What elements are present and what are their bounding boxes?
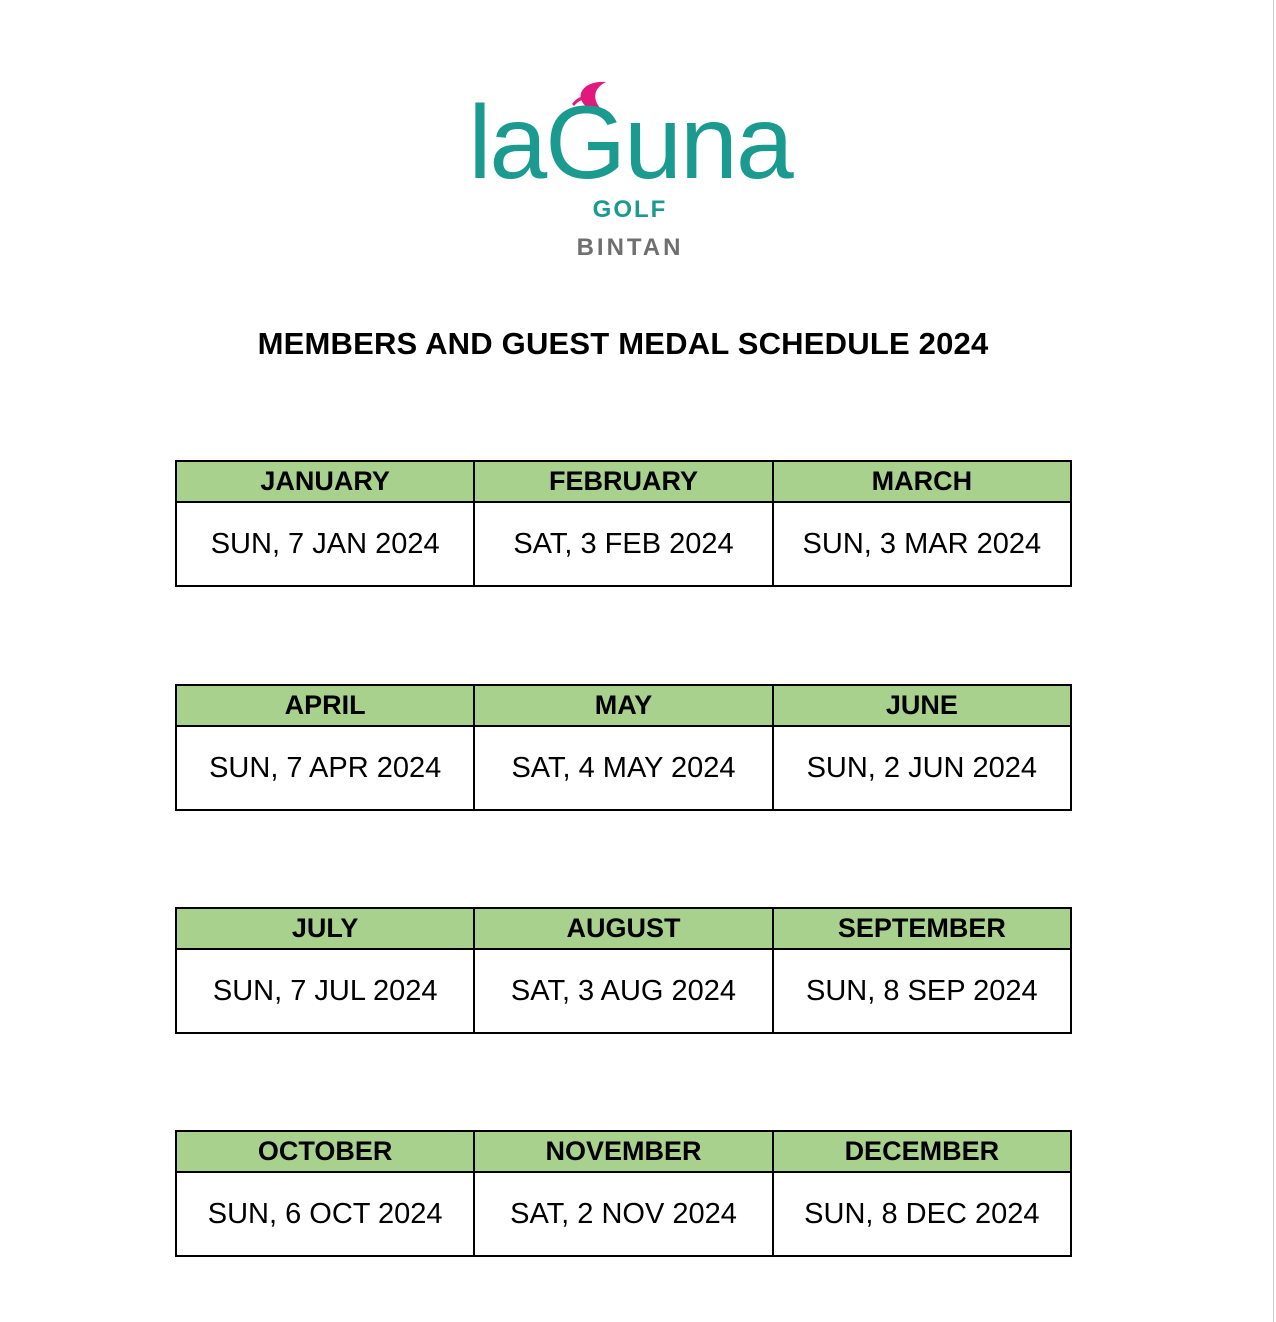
date-row <box>176 502 1071 586</box>
month-header-september: SEPTEMBER <box>773 908 1071 949</box>
month-header-november: NOVEMBER <box>474 1131 772 1172</box>
logo-bintan-text: BINTAN <box>576 234 684 261</box>
medal-date-may: SAT, 4 MAY 2024 <box>474 726 772 810</box>
medal-date-september: SUN, 8 SEP 2024 <box>773 949 1071 1033</box>
medal-date-april: SUN, 7 APR 2024 <box>176 726 474 810</box>
laguna-wordmark-graphic <box>460 78 800 188</box>
logo-golf-text: GOLF <box>592 196 668 223</box>
month-header-january: JANUARY <box>176 461 474 502</box>
date-row <box>176 1172 1071 1256</box>
medal-date-august: SAT, 3 AUG 2024 <box>474 949 772 1033</box>
page-edge-line <box>1273 0 1274 1322</box>
medal-date-december: SUN, 8 DEC 2024 <box>773 1172 1071 1256</box>
medal-date-november: SAT, 2 NOV 2024 <box>474 1172 772 1256</box>
month-header-june: JUNE <box>773 685 1071 726</box>
month-header-row <box>176 1131 1071 1172</box>
date-row <box>176 726 1071 810</box>
month-header-october: OCTOBER <box>176 1131 474 1172</box>
logo-brand-word: laGuna <box>468 85 792 188</box>
month-header-row <box>176 685 1071 726</box>
schedule-table-q4 <box>175 1130 1072 1257</box>
month-header-july: JULY <box>176 908 474 949</box>
month-header-august: AUGUST <box>474 908 772 949</box>
page-title: MEMBERS AND GUEST MEDAL SCHEDULE 2024 <box>257 326 989 361</box>
month-header-february: FEBRUARY <box>474 461 772 502</box>
medal-date-january: SUN, 7 JAN 2024 <box>176 502 474 586</box>
schedule-table-q3 <box>175 907 1072 1034</box>
month-header-december: DECEMBER <box>773 1131 1071 1172</box>
medal-date-march: SUN, 3 MAR 2024 <box>773 502 1071 586</box>
medal-date-july: SUN, 7 JUL 2024 <box>176 949 474 1033</box>
schedule-table-q1 <box>175 460 1072 587</box>
month-header-row <box>176 461 1071 502</box>
month-header-march: MARCH <box>773 461 1071 502</box>
logo-wordmark <box>460 78 800 188</box>
medal-date-october: SUN, 6 OCT 2024 <box>176 1172 474 1256</box>
medal-date-june: SUN, 2 JUN 2024 <box>773 726 1071 810</box>
laguna-golf-bintan-logo <box>440 78 820 268</box>
month-header-april: APRIL <box>176 685 474 726</box>
medal-date-february: SAT, 3 FEB 2024 <box>474 502 772 586</box>
month-header-row <box>176 908 1071 949</box>
schedule-table-q2 <box>175 684 1072 811</box>
date-row <box>176 949 1071 1033</box>
month-header-may: MAY <box>474 685 772 726</box>
